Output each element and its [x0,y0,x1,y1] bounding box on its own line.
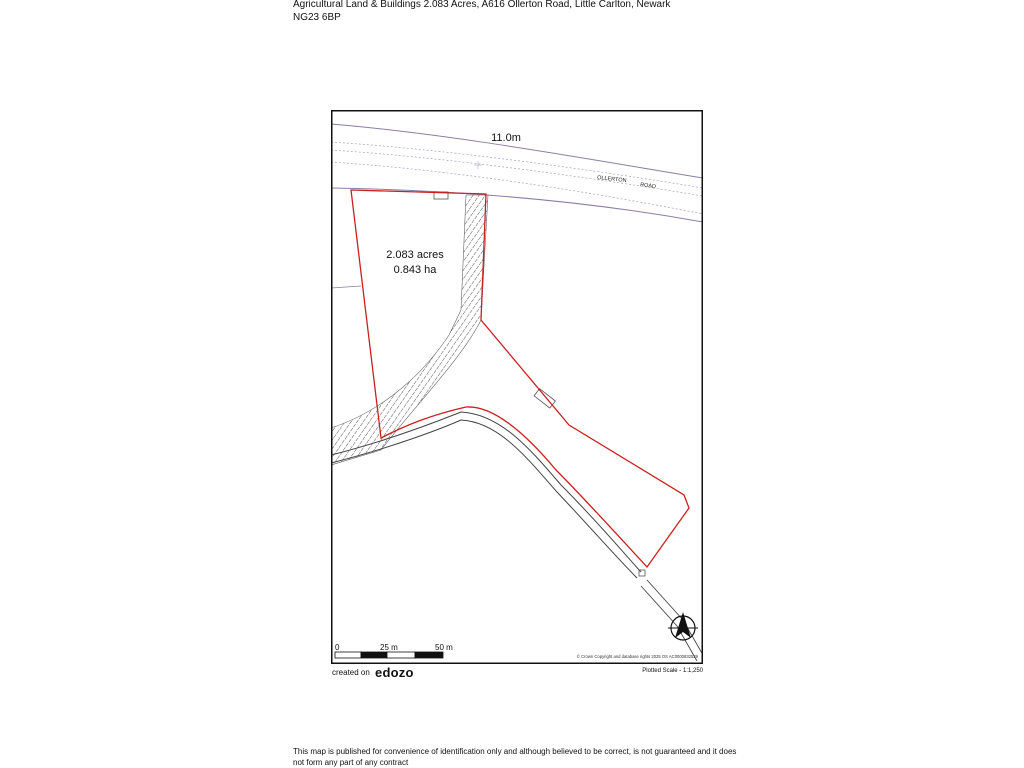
area-hectares-label: 0.843 ha [393,264,437,276]
edozo-logo: edozo [375,665,414,680]
disclaimer [293,746,743,768]
title-line-1: Agricultural Land & Buildings 2.083 Acres, A616 Ollerton Road, Little Carlton, Newark [293,0,671,10]
disclaimer-line-1: This map is published for convenience of identification only and although believed to be correct, is not guaranteed and it does [293,747,737,756]
title-line-2: NG23 6BP [293,12,341,23]
copyright-notice: © Crown Copyright and database rights 2025 OS AC0000832529 [576,654,698,659]
road-height-label: 11.0m [491,132,521,144]
disclaimer-line-2: not form any part of any contract [293,758,409,767]
scale-bar [335,652,443,658]
area-acres-label: 2.083 acres [386,249,444,261]
map-background [331,110,703,664]
road-name-part1: OLLERTON [596,175,627,185]
page-header [293,0,723,24]
site-map [331,110,703,664]
road-name-part2: ROAD [639,182,657,191]
map-frame [331,110,703,664]
created-on-label: created on [332,668,370,677]
created-on [332,666,414,680]
plotted-scale: Plotted Scale - 1:1,250 [642,668,703,674]
scale-label-25: 25 m [380,643,398,652]
scale-label-0: 0 [335,643,340,652]
scale-label-50: 50 m [435,643,453,652]
